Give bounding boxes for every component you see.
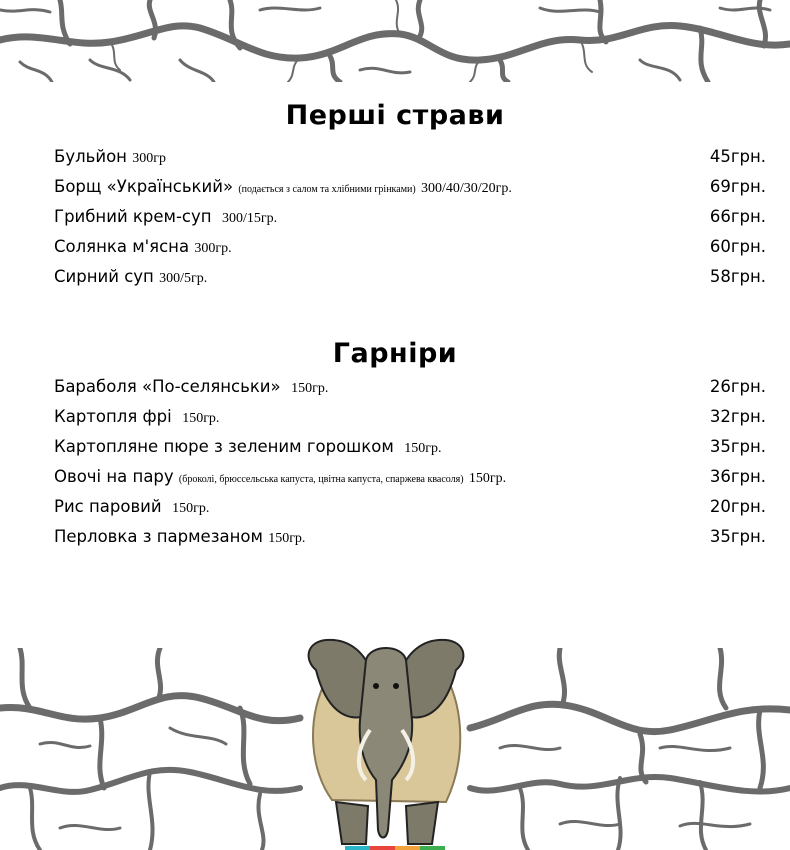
item-price: 69грн. <box>709 177 766 196</box>
item-price: 35грн. <box>709 437 766 456</box>
elephant-illustration <box>296 630 476 850</box>
strip-segment <box>345 846 370 850</box>
item-name: Грибний крем-суп <box>54 207 212 226</box>
item-name: Солянка м'ясна <box>54 237 190 256</box>
color-strip <box>345 846 445 850</box>
menu-item <box>0 494 790 524</box>
section-title-first-courses: Перші страви <box>285 100 505 131</box>
strip-segment <box>420 846 445 850</box>
menu-item <box>0 374 790 404</box>
menu-item <box>0 264 790 294</box>
item-price: 20грн. <box>709 497 766 516</box>
menu-item <box>0 234 790 264</box>
item-weight: 300гр. <box>194 241 232 256</box>
menu-item <box>0 434 790 464</box>
item-weight: 300/5гр. <box>159 271 208 286</box>
item-price: 45грн. <box>709 147 766 166</box>
item-weight: 150гр. <box>404 441 442 456</box>
item-weight: 300/40/30/20гр. <box>420 181 512 196</box>
item-note: (подається з салом та хлібними грінками) <box>238 184 416 195</box>
item-name: Сирний суп <box>54 267 154 286</box>
item-name: Перловка з пармезаном <box>54 527 263 546</box>
strip-segment <box>395 846 420 850</box>
item-name: Борщ «Український» <box>54 177 234 196</box>
menu-item <box>0 204 790 234</box>
menu-list-side-dishes <box>0 374 790 554</box>
item-note: (броколі, брюссельська капуста, цвітна капуста, спаржева квасоля) <box>178 474 464 485</box>
item-weight: 300гр <box>132 151 166 166</box>
menu-item <box>0 174 790 204</box>
item-weight: 150гр. <box>172 501 210 516</box>
menu-item <box>0 404 790 434</box>
item-weight: 150гр. <box>182 411 220 426</box>
item-weight: 300/15гр. <box>222 211 278 226</box>
menu-item <box>0 524 790 554</box>
item-name: Овочі на пару <box>54 467 174 486</box>
item-name: Рис паровий <box>54 497 162 516</box>
item-price: 60грн. <box>709 237 766 256</box>
item-price: 32грн. <box>709 407 766 426</box>
cracked-earth-top-decoration <box>0 0 790 82</box>
menu-list-first-courses <box>0 144 790 294</box>
menu-item <box>0 144 790 174</box>
item-name: Картопляне пюре з зеленим горошком <box>54 437 394 456</box>
item-name: Бараболя «По-селянськи» <box>54 377 281 396</box>
item-price: 58грн. <box>709 267 766 286</box>
item-name: Картопля фрі <box>54 407 172 426</box>
item-price: 26грн. <box>709 377 766 396</box>
menu-item <box>0 464 790 494</box>
item-price: 35грн. <box>709 527 766 546</box>
item-price: 36грн. <box>709 467 766 486</box>
item-weight: 150гр. <box>468 471 507 486</box>
section-title-side-dishes: Гарніри <box>332 338 458 369</box>
item-weight: 150гр. <box>291 381 329 396</box>
item-name: Бульйон <box>54 147 127 166</box>
item-price: 66грн. <box>709 207 766 226</box>
item-weight: 150гр. <box>268 531 306 546</box>
strip-segment <box>370 846 395 850</box>
